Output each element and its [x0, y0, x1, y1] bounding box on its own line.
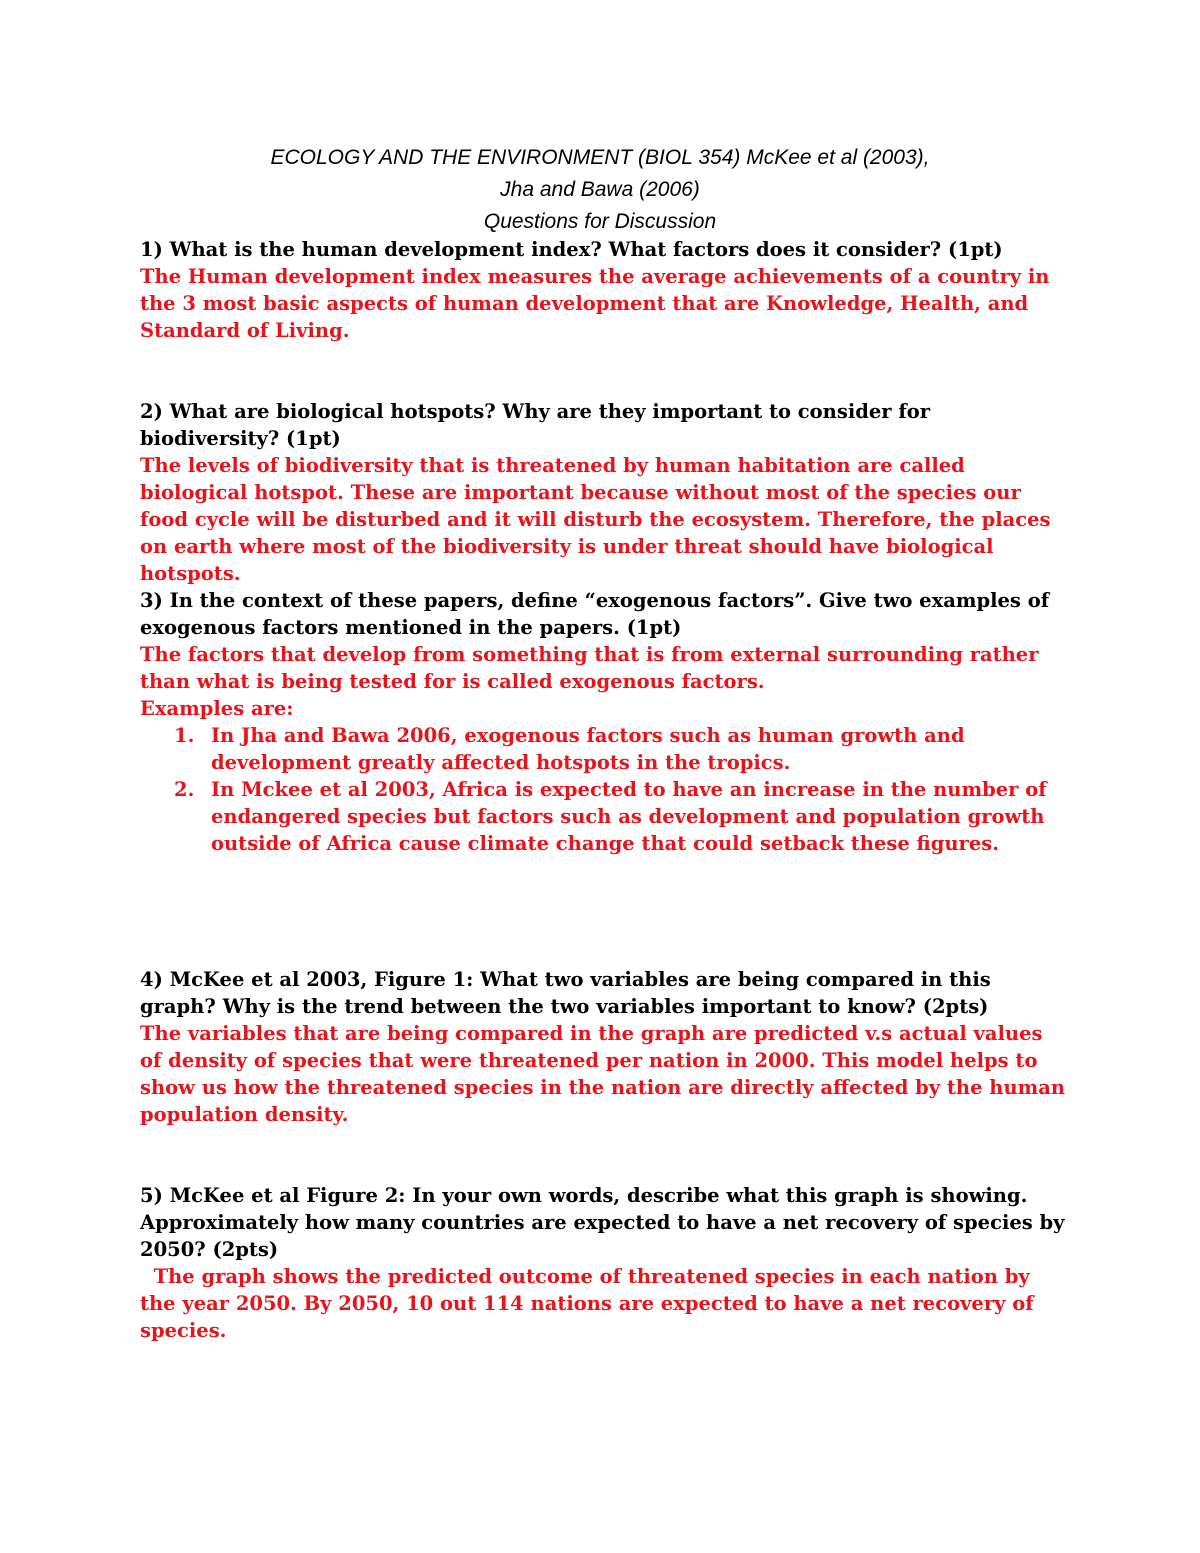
answer-3: The factors that develop from something that is from external surrounding rather than what is being tested for is called exogenous factors. [140, 643, 1039, 693]
title-line-3: Questions for Discussion [483, 210, 717, 233]
list-item [140, 722, 1070, 776]
list-item-text: In Jha and Bawa 2006, exogenous factors such as human growth and development greatly affected hotspots in the tropics. [211, 724, 965, 774]
list-number: 2. [174, 778, 195, 801]
document-title [0, 142, 1200, 238]
question-3: 3) In the context of these papers, define “exogenous factors”. Give two examples of exogenous factors mentioned in the papers. (1pt) [140, 589, 1050, 639]
question-4: 4) McKee et al 2003, Figure 1: What two variables are being compared in this graph? Why is the trend between the two variables important to know? (2pts) [140, 968, 991, 1018]
question-2: 2) What are biological hotspots? Why are they important to consider for biodiversity? (1pt) [140, 400, 931, 450]
question-2-block [140, 398, 1070, 587]
answer-2: The levels of biodiversity that is threatened by human habitation are called biological hotspot. These are important because without most of the species our food cycle will be disturbed and it will disturb the ecosystem. Therefore, the places on earth where most of the biodiversity is under threat should have biological hotspots. [140, 454, 1051, 585]
question-1: 1) What is the human development index? What factors does it consider? (1pt) [140, 238, 1003, 261]
question-4-block [140, 966, 1070, 1128]
list-item [140, 776, 1070, 857]
question-5: 5) McKee et al Figure 2: In your own words, describe what this graph is showing. Approximately how many countries are expected to have a net recovery of species by 2050? (2pts) [140, 1184, 1065, 1261]
answer-5: The graph shows the predicted outcome of threatened species in each nation by the year 2050. By 2050, 10 out 114 nations are expected to have a net recovery of species. [140, 1265, 1041, 1342]
answer-4: The variables that are being compared in the graph are predicted v.s actual values of density of species that were threatened per nation in 2000. This model helps to show us how the threatened species in the nation are directly affected by the human population density. [140, 1022, 1066, 1126]
title-line-1: ECOLOGY AND THE ENVIRONMENT (BIOL 354) McKee et al (2003), [270, 146, 930, 169]
list-number: 1. [174, 724, 195, 747]
question-1-block [140, 236, 1070, 344]
answer-1: The Human development index measures the average achievements of a country in the 3 most basic aspects of human development that are Knowledge, Health, and Standard of Living. [140, 265, 1050, 342]
question-5-block [140, 1182, 1070, 1344]
examples-label: Examples are: [140, 697, 294, 720]
title-line-2: Jha and Bawa (2006) [500, 178, 700, 201]
question-3-block [140, 587, 1070, 857]
list-item-text: In Mckee et al 2003, Africa is expected to have an increase in the number of endangered species but factors such as development and population growth outside of Africa cause climate change that could setback these figures. [211, 778, 1047, 855]
examples-list [140, 722, 1070, 857]
